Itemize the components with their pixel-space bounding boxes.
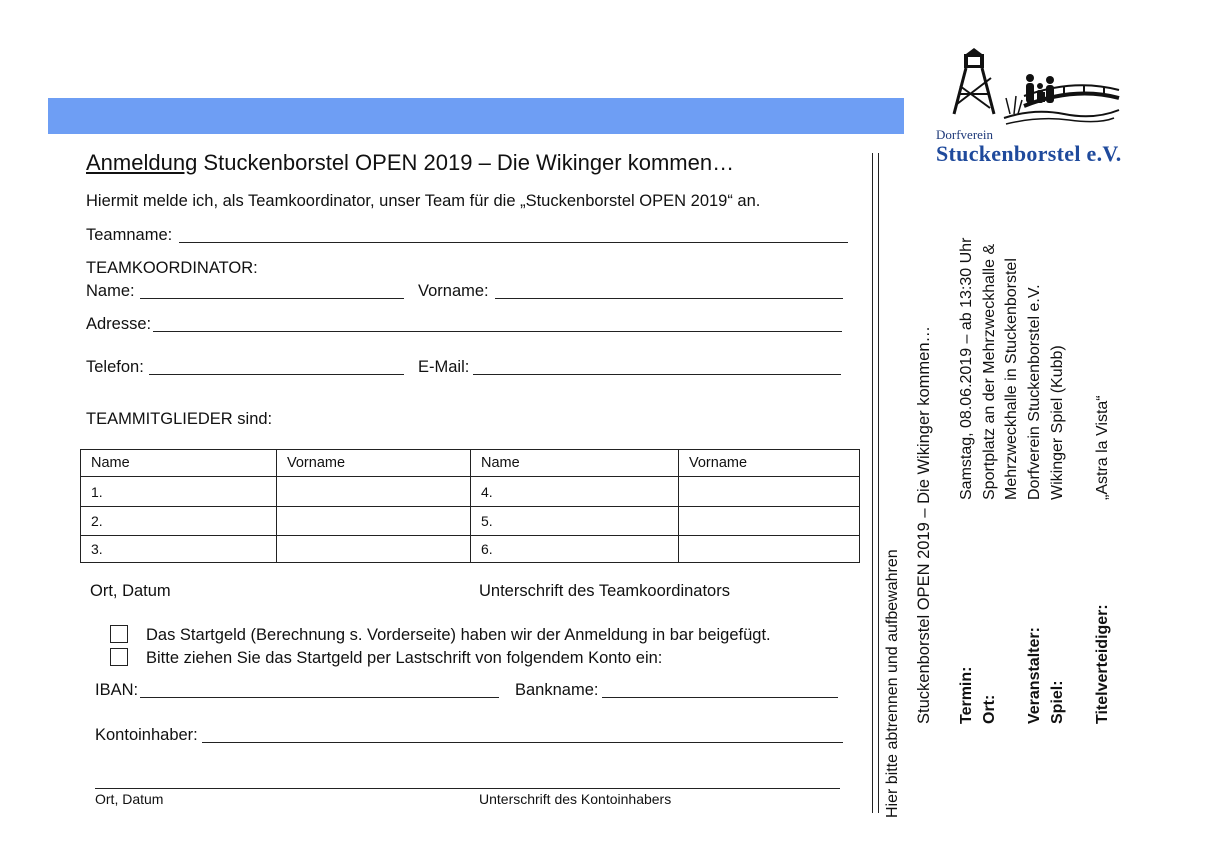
- checkbox-bar[interactable]: [110, 625, 128, 643]
- unterschrift-kontoinhaber-label: Unterschrift des Kontoinhabers: [479, 791, 672, 807]
- table-cell[interactable]: [277, 507, 471, 536]
- table-header-cell: Name: [471, 450, 679, 477]
- koordinator-heading: TEAMKOORDINATOR:: [86, 259, 258, 277]
- mitglieder-bold: TEAMMITGLIEDER: [86, 410, 233, 428]
- teamname-label: [86, 226, 172, 245]
- checkbox-lastschrift-label: Bitte ziehen Sie das Startgeld per Lastschrift von folgendem Konto ein:: [146, 649, 663, 667]
- iban-field[interactable]: [140, 697, 499, 698]
- kontoinhaber-field[interactable]: [202, 742, 843, 743]
- termin-value: Samstag, 08.06.2019 – ab 13:30 Uhr: [958, 237, 975, 500]
- header-band: [48, 98, 904, 134]
- cut-line-right: [878, 153, 879, 813]
- telefon-label: Telefon:: [86, 358, 144, 376]
- signature-line[interactable]: [95, 788, 840, 789]
- logo-text-large: Stuckenborstel e.V.: [936, 141, 1122, 166]
- table-cell[interactable]: 5.: [471, 507, 679, 536]
- table-header-row: [81, 450, 860, 477]
- title-underlined: Anmeldung: [86, 150, 198, 175]
- titelverteidiger-label: Titelverteidiger:: [1094, 604, 1111, 724]
- table-header-cell: Vorname: [679, 450, 860, 477]
- logo-illustration-icon: [944, 48, 1124, 130]
- table-cell[interactable]: 1.: [81, 477, 277, 507]
- adresse-field[interactable]: [153, 331, 842, 332]
- email-label: E-Mail:: [418, 358, 470, 376]
- mitglieder-heading: [86, 410, 272, 429]
- titelverteidiger-value: „Astra la Vista“: [1094, 395, 1111, 500]
- telefon-field[interactable]: [149, 374, 404, 375]
- table-cell[interactable]: 2.: [81, 507, 277, 536]
- email-field[interactable]: [473, 374, 841, 375]
- intro-text: Hiermit melde ich, als Teamkoordinator, unser Team für die „Stuckenborstel OPEN 2019“ an.: [86, 192, 761, 210]
- table-cell[interactable]: 4.: [471, 477, 679, 507]
- iban-label: IBAN:: [95, 681, 139, 699]
- mitglieder-rest: sind:: [232, 410, 273, 428]
- table-row: [81, 536, 860, 563]
- table-cell[interactable]: [679, 507, 860, 536]
- table-header-cell: Vorname: [277, 450, 471, 477]
- table-cell[interactable]: [277, 536, 471, 563]
- bankname-label: Bankname:: [515, 681, 599, 699]
- name-field[interactable]: [140, 298, 404, 299]
- table-cell[interactable]: 6.: [471, 536, 679, 563]
- checkbox-lastschrift[interactable]: [110, 648, 128, 666]
- table-header-cell: Name: [81, 450, 277, 477]
- cut-line-left: [872, 153, 873, 813]
- members-table: [80, 449, 860, 563]
- table-row: [81, 477, 860, 507]
- logo-text-small: Dorfverein: [936, 127, 994, 142]
- name-label: Name:: [86, 282, 135, 300]
- teamname-field[interactable]: [179, 242, 848, 243]
- stub-title: Stuckenborstel OPEN 2019 – Die Wikinger kommen…: [915, 326, 933, 724]
- ort-label: Ort:: [981, 694, 998, 724]
- table-row: [81, 507, 860, 536]
- kontoinhaber-label: Kontoinhaber:: [95, 726, 198, 744]
- ort-datum-label: Ort, Datum: [90, 582, 171, 600]
- unterschrift-koordinator-label: Unterschrift des Teamkoordinators: [479, 582, 730, 600]
- adresse-label: Adresse:: [86, 315, 152, 333]
- title-rest: Stuckenborstel OPEN 2019 – Die Wikinger kommen…: [197, 150, 735, 175]
- teamname-label-text: Teamname: [86, 226, 168, 244]
- ort-value-1: Sportplatz an der Mehrzweckhalle &: [981, 243, 998, 500]
- table-cell[interactable]: [679, 536, 860, 563]
- veranstalter-label: Veranstalter:: [1026, 627, 1043, 724]
- table-cell[interactable]: 3.: [81, 536, 277, 563]
- spiel-value: Wikinger Spiel (Kubb): [1049, 345, 1066, 500]
- vorname-field[interactable]: [495, 298, 843, 299]
- teamname-colon: :: [167, 226, 173, 244]
- veranstalter-value: Dorfverein Stuckenborstel e.V.: [1026, 284, 1043, 500]
- bankname-field[interactable]: [602, 697, 838, 698]
- spiel-label: Spiel:: [1049, 680, 1066, 724]
- logo: [944, 48, 1124, 130]
- checkbox-bar-label: Das Startgeld (Berechnung s. Vorderseite) haben wir der Anmeldung in bar beigefügt.: [146, 626, 771, 644]
- vorname-label: Vorname:: [418, 282, 489, 300]
- table-cell[interactable]: [679, 477, 860, 507]
- table-cell[interactable]: [277, 477, 471, 507]
- termin-label: Termin:: [958, 666, 975, 724]
- keep-note: Hier bitte abtrennen und aufbewahren: [884, 549, 901, 818]
- ort-datum-small-label: Ort, Datum: [95, 791, 164, 807]
- form-title: [86, 150, 734, 176]
- ort-value-2: Mehrzweckhalle in Stuckenborstel: [1003, 258, 1020, 500]
